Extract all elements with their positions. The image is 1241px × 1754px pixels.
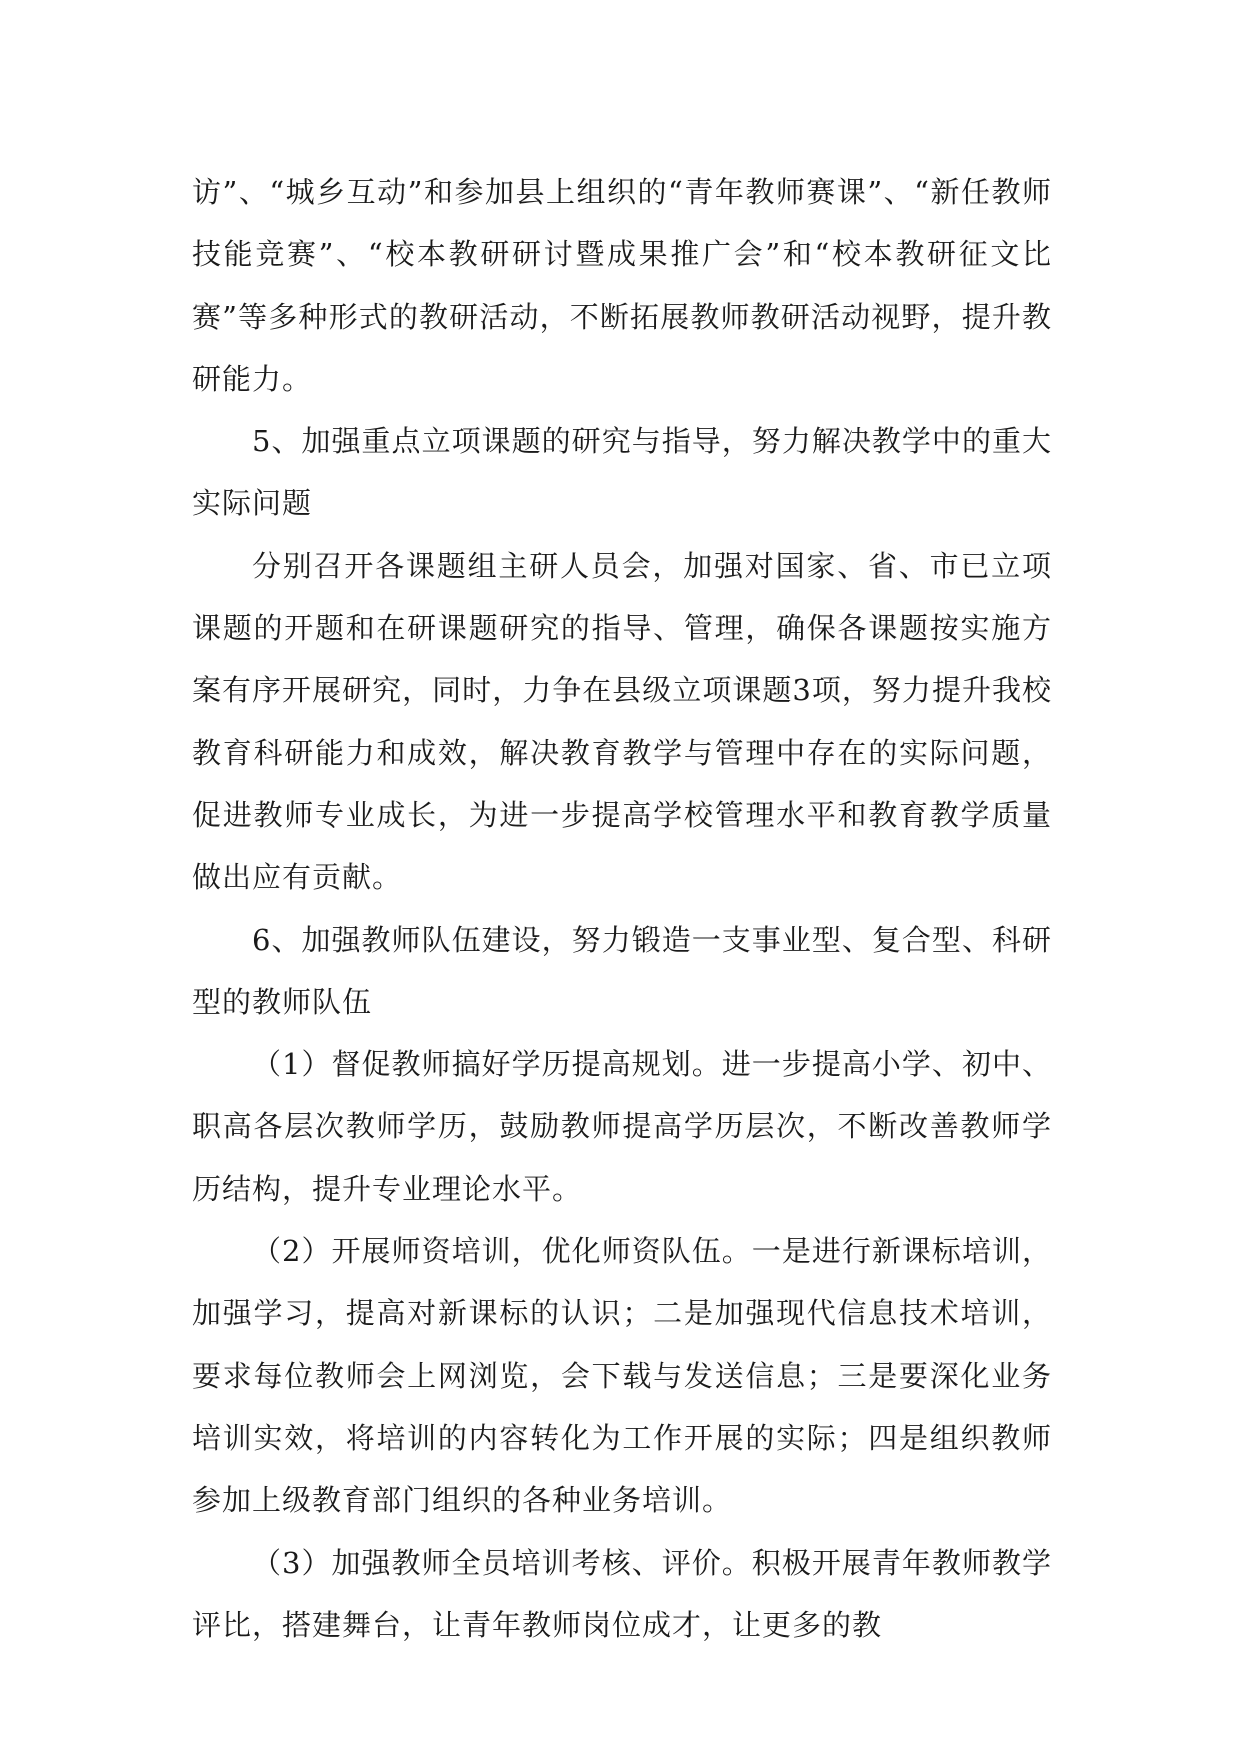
section-heading-5: 5、加强重点立项课题的研究与指导，努力解决教学中的重大实际问题 xyxy=(192,424,1052,521)
list-item-1: （1）督促教师搞好学历提高规划。进一步提高小学、初中、职高各层次教师学历，鼓励教师提高学历层次，不断改善教师学历结构，提升专业理论水平。 xyxy=(192,1047,1052,1206)
document-body xyxy=(192,161,1052,1656)
list-item-3: （3）加强教师全员培训考核、评价。积极开展青年教师教学评比，搭建舞台，让青年教师岗位成才，让更多的教 xyxy=(192,1545,1052,1642)
paragraph-research-projects: 分别召开各课题组主研人员会，加强对国家、省、市已立项课题的开题和在研课题研究的指导、管理，确保各课题按实施方案有序开展研究，同时，力争在县级立项课题3项，努力提升我校教育科研能力和成效，解决教育教学与管理中存在的实际问题，促进教师专业成长，为进一步提高学校管理水平和教育教学质量做出应有贡献。 xyxy=(192,548,1052,895)
section-heading-6: 6、加强教师队伍建设，努力锻造一支事业型、复合型、科研型的教师队伍 xyxy=(192,922,1052,1019)
list-item-2: （2）开展师资培训，优化师资队伍。一是进行新课标培训，加强学习，提高对新课标的认识；二是加强现代信息技术培训，要求每位教师会上网浏览，会下载与发送信息；三是要深化业务培训实效，将培训的内容转化为工作开展的实际；四是组织教师参加上级教育部门组织的各种业务培训。 xyxy=(192,1234,1052,1518)
paragraph-continuation: 访”、“城乡互动”和参加县上组织的“青年教师赛课”、“新任教师技能竞赛”、“校本教研研讨暨成果推广会”和“校本教研征文比赛”等多种形式的教研活动，不断拓展教师教研活动视野，提升教研能力。 xyxy=(192,175,1052,396)
